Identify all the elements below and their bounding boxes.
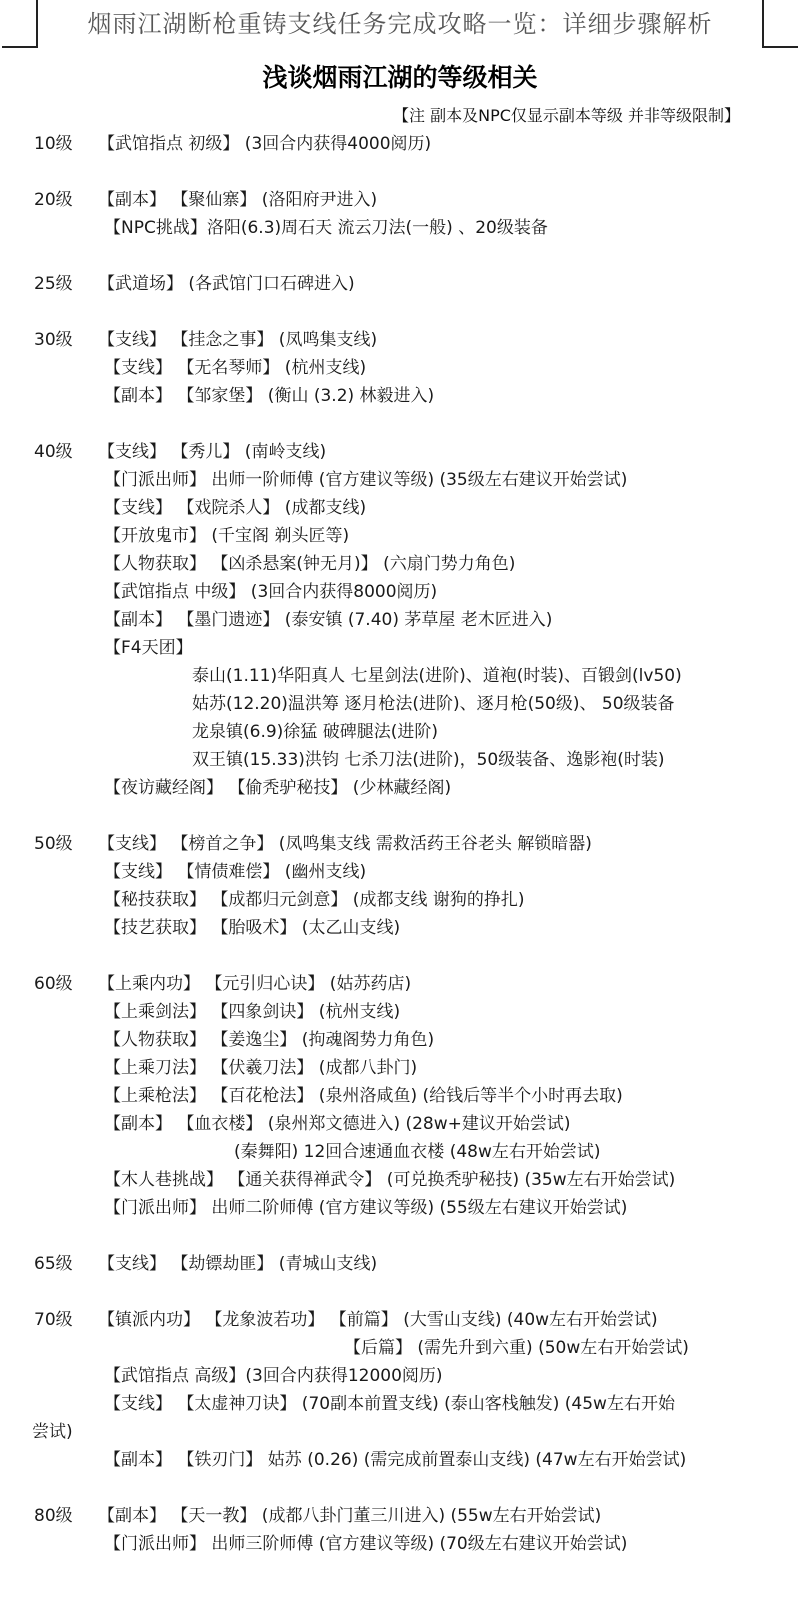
entry-text: 龙泉镇(6.9)徐猛 破碑腿法(进阶) [192, 722, 438, 742]
entry-text: 【F4天团】 [104, 638, 193, 658]
level-label: 10级 [34, 134, 73, 154]
entry-text: 【副本】 【墨门遗迹】 (泰安镇 (7.40) 茅草屋 老木匠进入) [104, 610, 553, 630]
level-label: 80级 [34, 1506, 73, 1526]
entry-text: 【上乘枪法】 【百花枪法】 (泉州洛咸鱼) (给钱后等半个小时再去取) [104, 1086, 623, 1106]
entry-text: 【NPC挑战】洛阳(6.3)周石天 流云刀法(一般) 、20级装备 [104, 218, 548, 238]
level-label: 50级 [34, 834, 73, 854]
entry-text: 【上乘剑法】 【四象剑诀】 (杭州支线) [104, 1002, 401, 1022]
entry-text: (秦舞阳) 12回合速通血衣楼 (48w左右开始尝试) [234, 1142, 601, 1162]
crop-corner-right [762, 0, 798, 48]
level-label: 60级 [34, 974, 73, 994]
entry-text: 【后篇】 (需先升到六重) (50w左右开始尝试) [344, 1338, 689, 1358]
level-label: 25级 [34, 274, 73, 294]
entry-text: 【副本】 【聚仙寨】 (洛阳府尹进入) [98, 190, 378, 210]
entry-text: 【支线】 【戏院杀人】 (成都支线) [104, 498, 367, 518]
entry-text: 姑苏(12.20)温洪筹 逐月枪法(进阶)、逐月枪(50级)、 50级装备 [192, 694, 675, 714]
entry-text: 【支线】 【情债难偿】 (幽州支线) [104, 862, 367, 882]
page-banner: 烟雨江湖断枪重铸支线任务完成攻略一览：详细步骤解析 [87, 10, 713, 38]
entry-text: 【门派出师】 出师一阶师傅 (官方建议等级) (35级左右建议开始尝试) [104, 470, 628, 490]
entry-text: 【副本】 【铁刃门】 姑苏 (0.26) (需完成前置泰山支线) (47w左右开始尝试) [104, 1450, 687, 1470]
level-label: 40级 [34, 442, 73, 462]
entry-text: 【武道场】 (各武馆门口石碑进入) [98, 274, 355, 294]
entry-text: 【门派出师】 出师二阶师傅 (官方建议等级) (55级左右建议开始尝试) [104, 1198, 628, 1218]
entry-text: 【上乘刀法】 【伏羲刀法】 (成都八卦门) [104, 1058, 418, 1078]
entry-text: 【夜访藏经阁】 【偷秃驴秘技】 (少林藏经阁) [104, 778, 452, 798]
entry-text: 泰山(1.11)华阳真人 七星剑法(进阶)、道袍(时装)、百锻剑(lv50) [192, 666, 682, 686]
entry-text: 【人物获取】 【姜逸尘】 (拘魂阁势力角色) [104, 1030, 435, 1050]
entry-text: 【副本】 【天一教】 (成都八卦门董三川进入) (55w左右开始尝试) [98, 1506, 602, 1526]
entry-text: 【上乘内功】 【元引归心诀】 (姑苏药店) [98, 974, 412, 994]
level-label: 65级 [34, 1254, 73, 1274]
level-label: 30级 [34, 330, 73, 350]
entry-text: 【秘技获取】 【成都归元剑意】 (成都支线 谢狗的挣扎) [104, 890, 525, 910]
note-line: 【注 副本及NPC仅显示副本等级 并非等级限制】 [393, 106, 740, 125]
entry-text: 【武馆指点 高级】(3回合内获得12000阅历) [104, 1366, 443, 1386]
level-label: 70级 [34, 1310, 73, 1330]
entry-text: 【镇派内功】 【龙象波若功】 【前篇】 (大雪山支线) (40w左右开始尝试) [98, 1310, 658, 1330]
crop-corner-left [2, 0, 38, 48]
entry-text: 【人物获取】 【凶杀悬案(钟无月)】 (六扇门势力角色) [104, 554, 516, 574]
entry-text: 【支线】 【秀儿】 (南岭支线) [98, 442, 327, 462]
entry-text: 【支线】 【太虚神刀诀】 (70副本前置支线) (泰山客栈触发) (45w左右开始 [104, 1394, 675, 1414]
entry-text: 【支线】 【无名琴师】 (杭州支线) [104, 358, 367, 378]
entry-text: 【武馆指点 中级】 (3回合内获得8000阅历) [104, 582, 438, 602]
entry-text: 【副本】 【血衣楼】 (泉州郑文德进入) (28w+建议开始尝试) [104, 1114, 571, 1134]
level-label: 20级 [34, 190, 73, 210]
entry-text: 尝试) [32, 1422, 73, 1442]
entry-text: 【开放鬼市】 (千宝阁 剃头匠等) [104, 526, 350, 546]
entry-text: 【支线】 【榜首之争】 (凤鸣集支线 需救活药王谷老头 解锁暗器) [98, 834, 592, 854]
page-title: 浅谈烟雨江湖的等级相关 [262, 63, 538, 92]
entry-text: 【技艺获取】 【胎吸术】 (太乙山支线) [104, 918, 401, 938]
entry-text: 【支线】 【劫镖劫匪】 (青城山支线) [98, 1254, 378, 1274]
entry-text: 【支线】 【挂念之事】 (凤鸣集支线) [98, 330, 378, 350]
entry-text: 双王镇(15.33)洪钧 七杀刀法(进阶)，50级装备、逸影袍(时装) [192, 750, 665, 770]
entry-text: 【木人巷挑战】 【通关获得禅武令】 (可兑换秃驴秘技) (35w左右开始尝试) [104, 1170, 676, 1190]
entry-text: 【副本】 【邹家堡】 (衡山 (3.2) 林毅进入) [104, 386, 435, 406]
entry-text: 【武馆指点 初级】 (3回合内获得4000阅历) [98, 134, 432, 154]
entry-text: 【门派出师】 出师三阶师傅 (官方建议等级) (70级左右建议开始尝试) [104, 1534, 628, 1554]
